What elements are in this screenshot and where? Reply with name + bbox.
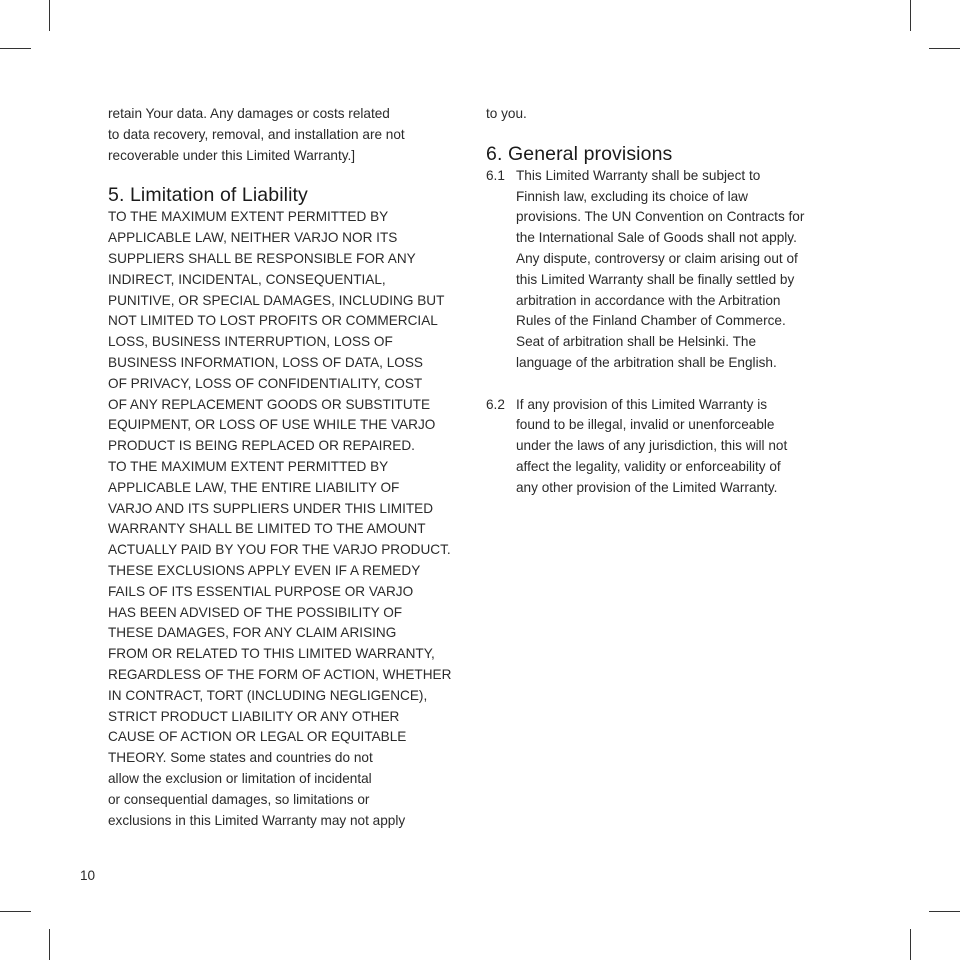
text-line: VARJO AND ITS SUPPLIERS UNDER THIS LIMITED <box>108 500 434 516</box>
text-line: APPLICABLE LAW, THE ENTIRE LIABILITY OF <box>108 479 400 495</box>
crop-mark <box>929 48 960 49</box>
text-line: WARRANTY SHALL BE LIMITED TO THE AMOUNT <box>108 521 426 537</box>
text-line: the International Sale of Goods shall not apply. <box>516 230 797 246</box>
text-line: Rules of the Finland Chamber of Commerce. <box>516 313 786 329</box>
text-line: allow the exclusion or limitation of incidental <box>108 770 372 786</box>
text-line: THESE DAMAGES, FOR ANY CLAIM ARISING <box>108 625 397 641</box>
text-line: ACTUALLY PAID BY YOU FOR THE VARJO PRODUCT. <box>108 542 451 558</box>
text-line: NOT LIMITED TO LOST PROFITS OR COMMERCIAL <box>108 313 438 329</box>
crop-mark <box>910 0 911 31</box>
crop-mark <box>910 929 911 960</box>
text-line: This Limited Warranty shall be subject to <box>516 167 761 183</box>
clause-6-2 <box>486 395 846 499</box>
text-line: PUNITIVE, OR SPECIAL DAMAGES, INCLUDING BUT <box>108 292 445 308</box>
text-line: under the laws of any jurisdiction, this will not <box>516 438 788 454</box>
section-5-body <box>108 207 468 831</box>
text-line: Finnish law, excluding its choice of law <box>516 188 748 204</box>
text-line: language of the arbitration shall be English. <box>516 354 777 370</box>
text-line: found to be illegal, invalid or unenforceable <box>516 417 775 433</box>
page-number: 10 <box>80 868 96 883</box>
text-line: IN CONTRACT, TORT (INCLUDING NEGLIGENCE), <box>108 687 428 703</box>
left-column <box>108 104 468 831</box>
text-line: Seat of arbitration shall be Helsinki. The <box>516 334 757 350</box>
text-line: FAILS OF ITS ESSENTIAL PURPOSE OR VARJO <box>108 583 414 599</box>
text-line: THEORY. Some states and countries do not <box>108 750 373 766</box>
text-line: APPLICABLE LAW, NEITHER VARJO NOR ITS <box>108 230 398 246</box>
text-line: LOSS, BUSINESS INTERRUPTION, LOSS OF <box>108 334 393 350</box>
clause-number: 6.2 <box>486 396 505 412</box>
text-line: HAS BEEN ADVISED OF THE POSSIBILITY OF <box>108 604 403 620</box>
text-line: FROM OR RELATED TO THIS LIMITED WARRANTY, <box>108 646 435 662</box>
section-6-heading: 6. General provisions <box>486 142 673 165</box>
text-line: THESE EXCLUSIONS APPLY EVEN IF A REMEDY <box>108 562 421 578</box>
text-line: PRODUCT IS BEING REPLACED OR REPAIRED. <box>108 438 415 454</box>
intro-paragraph <box>108 104 468 166</box>
section-5-heading: 5. Limitation of Liability <box>108 184 308 207</box>
text-line: OF PRIVACY, LOSS OF CONFIDENTIALITY, COST <box>108 375 423 391</box>
text-line: any other provision of the Limited Warranty. <box>516 479 778 495</box>
text-line: to data recovery, removal, and installation are not <box>108 126 405 142</box>
right-column <box>486 104 846 499</box>
text-line: INDIRECT, INCIDENTAL, CONSEQUENTIAL, <box>108 271 386 287</box>
text-line: or consequential damages, so limitations or <box>108 791 370 807</box>
text-line: BUSINESS INFORMATION, LOSS OF DATA, LOSS <box>108 354 423 370</box>
text-line: STRICT PRODUCT LIABILITY OR ANY OTHER <box>108 708 400 724</box>
clause-6-1 <box>486 166 846 374</box>
text-line: CAUSE OF ACTION OR LEGAL OR EQUITABLE <box>108 729 407 745</box>
text-line: SUPPLIERS SHALL BE RESPONSIBLE FOR ANY <box>108 250 416 266</box>
text-line: Any dispute, controversy or claim arising out of <box>516 250 798 266</box>
clause-body <box>516 395 787 499</box>
clause-number: 6.1 <box>486 167 505 183</box>
text-line: affect the legality, validity or enforceability of <box>516 458 781 474</box>
text-line: TO THE MAXIMUM EXTENT PERMITTED BY <box>108 458 389 474</box>
text-line: arbitration in accordance with the Arbitration <box>516 292 781 308</box>
continuation-text: to you. <box>486 106 527 121</box>
crop-mark <box>49 0 50 31</box>
text-line: recoverable under this Limited Warranty.] <box>108 147 356 163</box>
crop-mark <box>0 911 31 912</box>
text-line: If any provision of this Limited Warranty is <box>516 396 768 412</box>
text-line: retain Your data. Any damages or costs related <box>108 106 390 121</box>
text-line: EQUIPMENT, OR LOSS OF USE WHILE THE VARJO <box>108 417 436 433</box>
crop-mark <box>49 929 50 960</box>
crop-mark <box>929 911 960 912</box>
text-line: exclusions in this Limited Warranty may not apply <box>108 812 406 828</box>
text-line: provisions. The UN Convention on Contracts for <box>516 209 805 225</box>
text-line: this Limited Warranty shall be finally settled by <box>516 271 795 287</box>
clause-body <box>516 166 804 374</box>
text-line: TO THE MAXIMUM EXTENT PERMITTED BY <box>108 209 389 225</box>
text-line: REGARDLESS OF THE FORM OF ACTION, WHETHER <box>108 666 452 682</box>
crop-mark <box>0 48 31 49</box>
text-line: OF ANY REPLACEMENT GOODS OR SUBSTITUTE <box>108 396 431 412</box>
